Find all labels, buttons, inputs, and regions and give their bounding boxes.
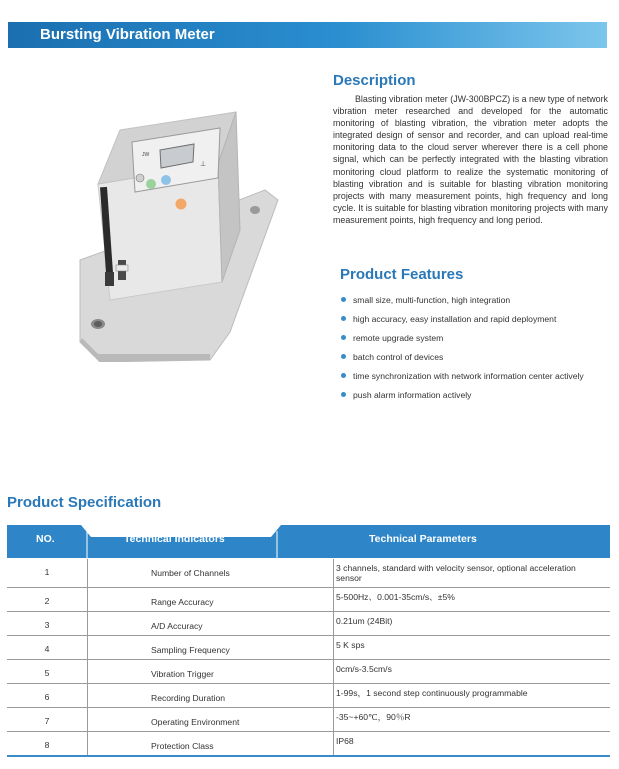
row-indicator: Vibration Trigger: [151, 669, 214, 679]
bullet-icon: [341, 335, 346, 340]
svg-text:⊥: ⊥: [200, 161, 207, 168]
table-row: [7, 588, 610, 612]
description-text: Blasting vibration meter (JW-300BPCZ) is a new type of network vibration meter researched and developed for the automatic monitoring of blasting vibration, the vibration meter adopts the integrated design of sensor and recorder, and can upload real-time monitoring data to the cloud server wherever there is a cell phone signal, which can be perfectly integrated with the blasting vibration monitoring cloud platform to realize the systematic monitoring of blasting vibration and is suitable for blasting vibration monitoring projects with many measurement points, high frequency and long cycle. It is suitable for blasting vibration monitoring projects with many measurement points, high frequency and long period.: [333, 94, 608, 225]
table-row: [7, 660, 610, 684]
bullet-icon: [341, 354, 346, 359]
spec-table-body: [7, 559, 610, 757]
row-indicator: A/D Accuracy: [151, 621, 203, 631]
bullet-icon: [341, 392, 346, 397]
row-number: 2: [44, 596, 50, 606]
table-row: [7, 732, 610, 757]
table-row: [7, 612, 610, 636]
specification-heading: Product Specification: [7, 494, 162, 511]
row-number: 7: [44, 716, 50, 726]
table-row: [7, 559, 610, 588]
row-indicator: Operating Environment: [151, 717, 240, 727]
table-header: [7, 523, 610, 558]
row-parameter: 1-99s，1 second step continuously programmable: [336, 688, 528, 698]
header-indicators: Technical Indicators: [124, 533, 225, 545]
row-parameter: 0cm/s-3.5cm/s: [336, 664, 392, 674]
bullet-icon: [341, 297, 346, 302]
table-row: [7, 636, 610, 660]
row-parameter: 3 channels, standard with velocity sensor, optional acceleration sensor: [336, 563, 576, 583]
row-parameter: IP68: [336, 736, 354, 746]
row-number: 5: [44, 668, 50, 678]
table-header-background: [7, 523, 610, 558]
features-heading: Product Features: [340, 266, 464, 283]
title-banner: [8, 22, 607, 48]
row-parameter: -35~+60℃，90％R: [336, 712, 411, 722]
row-indicator: Sampling Frequency: [151, 645, 230, 655]
bullet-icon: [341, 373, 346, 378]
row-number: 4: [44, 644, 50, 654]
feature-item: batch control of devices: [340, 351, 584, 370]
header-parameters: Technical Parameters: [369, 533, 477, 545]
feature-item: time synchronization with network information center actively: [340, 370, 584, 389]
table-row: [7, 708, 610, 732]
bullet-icon: [341, 316, 346, 321]
row-number: 6: [44, 692, 50, 702]
row-number: 1: [44, 567, 50, 577]
row-indicator: Range Accuracy: [151, 597, 214, 607]
row-parameter: 5-500Hz、0.001-35cm/s、±5%: [336, 592, 455, 602]
feature-item: remote upgrade system: [340, 332, 584, 351]
row-number: 8: [44, 740, 50, 750]
feature-item: small size, multi-function, high integration: [340, 294, 584, 313]
table-row: [7, 684, 610, 708]
feature-item: high accuracy, easy installation and rapid deployment: [340, 313, 584, 332]
row-indicator: Recording Duration: [151, 693, 226, 703]
features-list: [340, 294, 584, 408]
product-photo: [60, 92, 280, 362]
row-number: 3: [44, 620, 50, 630]
row-indicator: Protection Class: [151, 741, 214, 751]
page-title: Bursting Vibration Meter: [40, 26, 215, 43]
feature-item: push alarm information actively: [340, 389, 584, 408]
header-no: NO.: [36, 533, 55, 545]
description-heading: Description: [333, 72, 416, 89]
row-parameter: 5 K sps: [336, 640, 365, 650]
row-indicator: Number of Channels: [151, 568, 230, 578]
row-parameter: 0.21um (24Bit): [336, 616, 393, 626]
svg-text:JW: JW: [142, 152, 150, 158]
